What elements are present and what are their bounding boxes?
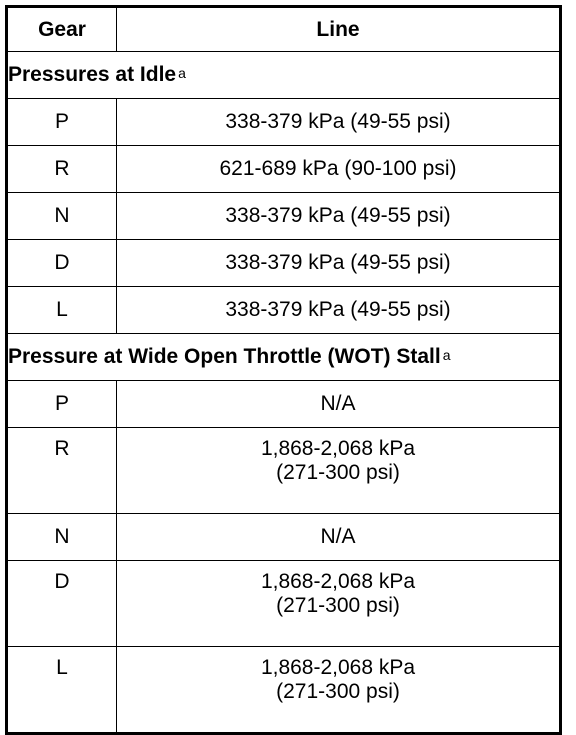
footnote-mark: a	[178, 65, 186, 81]
line-psi-text: (271-300 psi)	[276, 680, 400, 703]
section-row-idle	[7, 52, 561, 99]
table-row	[7, 381, 561, 428]
line-psi-text: (271-300 psi)	[276, 594, 400, 617]
gear-cell: R	[7, 146, 117, 193]
table-row	[7, 193, 561, 240]
line-pressure-cell: 338-379 kPa (49-55 psi)	[117, 193, 561, 240]
gear-cell: P	[7, 381, 117, 428]
line-pressure-cell: 338-379 kPa (49-55 psi)	[117, 240, 561, 287]
line-pressure-cell: N/A	[117, 381, 561, 428]
line-kpa-text: 1,868-2,068 kPa	[260, 437, 416, 460]
line-pressure-cell: N/A	[117, 514, 561, 561]
line-pressure-cell	[117, 647, 561, 734]
table-row	[7, 561, 561, 647]
line-kpa-text: 1,868-2,068 kPa	[260, 570, 416, 593]
gear-cell: N	[7, 193, 117, 240]
footnote-mark: a	[442, 347, 451, 363]
gear-cell: D	[7, 240, 117, 287]
section-title-idle	[7, 52, 561, 99]
gear-column-header: Gear	[7, 7, 117, 52]
table-row	[7, 514, 561, 561]
gear-cell: L	[7, 287, 117, 334]
gear-cell: L	[7, 647, 117, 734]
gear-cell: N	[7, 514, 117, 561]
table-row	[7, 647, 561, 734]
gear-cell: D	[7, 561, 117, 647]
line-psi-text: (271-300 psi)	[276, 461, 400, 484]
line-pressure-cell	[117, 561, 561, 647]
table-row	[7, 287, 561, 334]
section-title-text: Pressure at Wide Open Throttle (WOT) Stall	[8, 345, 441, 368]
table-row	[7, 99, 561, 146]
section-title-text: Pressures at Idle	[8, 63, 177, 86]
gear-cell: R	[7, 428, 117, 514]
table-row	[7, 428, 561, 514]
section-title-wot-stall	[7, 334, 561, 381]
section-row-wot-stall	[7, 334, 561, 381]
line-pressure-cell	[117, 428, 561, 514]
line-pressure-table	[5, 5, 562, 735]
line-column-header: Line	[117, 7, 561, 52]
line-pressure-cell: 338-379 kPa (49-55 psi)	[117, 287, 561, 334]
table-row	[7, 240, 561, 287]
line-pressure-cell: 621-689 kPa (90-100 psi)	[117, 146, 561, 193]
table-row	[7, 146, 561, 193]
header-row	[7, 7, 561, 52]
line-kpa-text: 1,868-2,068 kPa	[260, 656, 416, 679]
gear-cell: P	[7, 99, 117, 146]
line-pressure-cell: 338-379 kPa (49-55 psi)	[117, 99, 561, 146]
